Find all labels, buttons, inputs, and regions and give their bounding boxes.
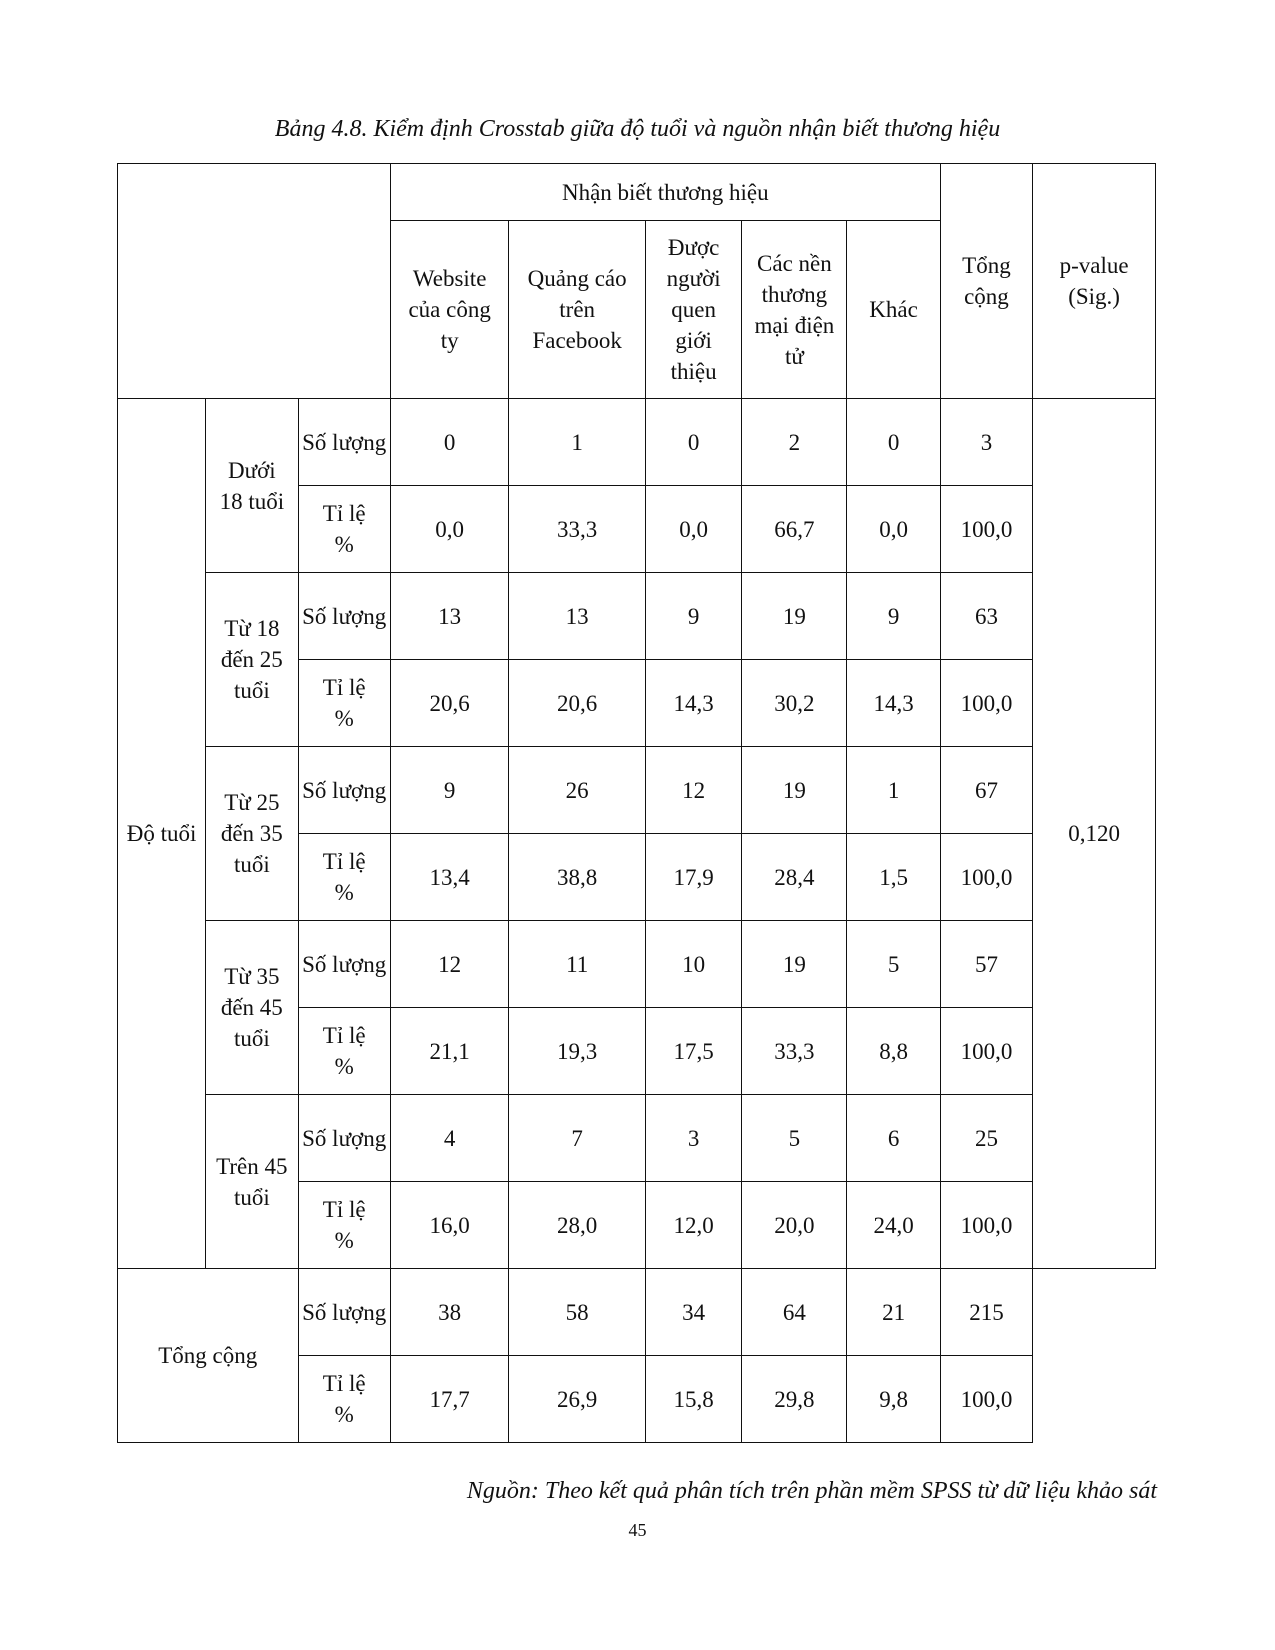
count-label: Số lượng: [298, 573, 390, 660]
count-cell: 19: [742, 921, 847, 1008]
count-cell: 10: [645, 921, 742, 1008]
count-label: Số lượng: [298, 399, 390, 486]
count-cell: 6: [847, 1095, 940, 1182]
total-row-label: Tổng cộng: [118, 1269, 299, 1443]
percent-label: Tỉ lệ %: [298, 1008, 390, 1095]
group-header: Nhận biết thương hiệu: [390, 164, 940, 221]
count-cell: 38: [390, 1269, 509, 1356]
count-cell: 63: [940, 573, 1032, 660]
percent-cell: 0,0: [847, 486, 940, 573]
count-cell: 3: [940, 399, 1032, 486]
percent-cell: 66,7: [742, 486, 847, 573]
count-label: Số lượng: [298, 921, 390, 1008]
count-cell: 0: [847, 399, 940, 486]
count-cell: 64: [742, 1269, 847, 1356]
age-group-label: Trên 45 tuổi: [206, 1095, 298, 1269]
count-cell: 58: [509, 1269, 645, 1356]
percent-cell: 1,5: [847, 834, 940, 921]
percent-cell: 0,0: [390, 486, 509, 573]
percent-cell: 24,0: [847, 1182, 940, 1269]
count-cell: 21: [847, 1269, 940, 1356]
percent-cell: 38,8: [509, 834, 645, 921]
percent-cell: 17,5: [645, 1008, 742, 1095]
percent-cell: 21,1: [390, 1008, 509, 1095]
column-header-facebook: Quảng cáo trên Facebook: [509, 221, 645, 399]
count-label: Số lượng: [298, 1095, 390, 1182]
count-cell: 0: [645, 399, 742, 486]
percent-cell: 100,0: [940, 660, 1032, 747]
percent-cell: 100,0: [940, 486, 1032, 573]
count-cell: 57: [940, 921, 1032, 1008]
percent-label: Tỉ lệ %: [298, 834, 390, 921]
table-row: [118, 573, 1156, 660]
percent-cell: 8,8: [847, 1008, 940, 1095]
percent-label: Tỉ lệ %: [298, 486, 390, 573]
percent-cell: 20,6: [390, 660, 509, 747]
row-group-label: Độ tuổi: [118, 399, 206, 1269]
percent-cell: 19,3: [509, 1008, 645, 1095]
count-cell: 19: [742, 573, 847, 660]
percent-cell: 17,7: [390, 1356, 509, 1443]
count-cell: 19: [742, 747, 847, 834]
page-number: 45: [628, 1520, 647, 1540]
count-cell: 5: [847, 921, 940, 1008]
count-cell: 5: [742, 1095, 847, 1182]
count-cell: 4: [390, 1095, 509, 1182]
count-cell: 1: [509, 399, 645, 486]
count-cell: 12: [645, 747, 742, 834]
age-group-label: Từ 35 đến 45 tuổi: [206, 921, 298, 1095]
count-cell: 26: [509, 747, 645, 834]
percent-cell: 0,0: [645, 486, 742, 573]
percent-label: Tỉ lệ %: [298, 1356, 390, 1443]
corner-cell: [118, 164, 391, 399]
column-header-website: Website của công ty: [390, 221, 509, 399]
count-cell: 9: [390, 747, 509, 834]
column-header-other: Khác: [847, 221, 940, 399]
count-cell: 1: [847, 747, 940, 834]
percent-cell: 100,0: [940, 834, 1032, 921]
table-caption: Bảng 4.8. Kiểm định Crosstab giữa độ tuổi và nguồn nhận biết thương hiệu: [274, 116, 1001, 142]
count-cell: 9: [645, 573, 742, 660]
count-cell: 2: [742, 399, 847, 486]
percent-cell: 14,3: [645, 660, 742, 747]
percent-label: Tỉ lệ %: [298, 1182, 390, 1269]
age-group-label: Dưới 18 tuổi: [206, 399, 298, 573]
total-row: [118, 1269, 1156, 1356]
table-row: [118, 399, 1156, 486]
count-cell: 7: [509, 1095, 645, 1182]
percent-cell: 26,9: [509, 1356, 645, 1443]
count-cell: 13: [509, 573, 645, 660]
count-cell: 13: [390, 573, 509, 660]
column-header-referral: Được người quen giới thiệu: [645, 221, 742, 399]
column-header-ecommerce: Các nền thương mại điện tử: [742, 221, 847, 399]
count-cell: 9: [847, 573, 940, 660]
count-cell: 215: [940, 1269, 1032, 1356]
age-group-label: Từ 25 đến 35 tuổi: [206, 747, 298, 921]
count-cell: 11: [509, 921, 645, 1008]
percent-cell: 30,2: [742, 660, 847, 747]
percent-cell: 33,3: [742, 1008, 847, 1095]
percent-cell: 100,0: [940, 1356, 1032, 1443]
count-label: Số lượng: [298, 1269, 390, 1356]
count-label: Số lượng: [298, 747, 390, 834]
table-row: [118, 921, 1156, 1008]
percent-cell: 33,3: [509, 486, 645, 573]
percent-cell: 29,8: [742, 1356, 847, 1443]
pvalue-header: p-value (Sig.): [1033, 164, 1156, 399]
percent-label: Tỉ lệ %: [298, 660, 390, 747]
count-cell: 67: [940, 747, 1032, 834]
count-cell: 34: [645, 1269, 742, 1356]
percent-cell: 14,3: [847, 660, 940, 747]
percent-cell: 9,8: [847, 1356, 940, 1443]
crosstab-table: [117, 163, 1156, 1443]
percent-cell: 15,8: [645, 1356, 742, 1443]
source-note: Nguồn: Theo kết quả phân tích trên phần mềm SPSS từ dữ liệu khảo sát: [466, 1478, 1157, 1504]
table-row: [118, 747, 1156, 834]
percent-cell: 28,0: [509, 1182, 645, 1269]
percent-cell: 20,0: [742, 1182, 847, 1269]
percent-cell: 100,0: [940, 1008, 1032, 1095]
percent-cell: 13,4: [390, 834, 509, 921]
count-cell: 3: [645, 1095, 742, 1182]
percent-cell: 20,6: [509, 660, 645, 747]
table-body: [118, 399, 1156, 1443]
total-header: Tổng cộng: [940, 164, 1032, 399]
table-row: [118, 1095, 1156, 1182]
percent-cell: 100,0: [940, 1182, 1032, 1269]
count-cell: 25: [940, 1095, 1032, 1182]
percent-cell: 28,4: [742, 834, 847, 921]
percent-cell: 17,9: [645, 834, 742, 921]
age-group-label: Từ 18 đến 25 tuổi: [206, 573, 298, 747]
percent-cell: 12,0: [645, 1182, 742, 1269]
percent-cell: 16,0: [390, 1182, 509, 1269]
pvalue-cell: 0,120: [1033, 399, 1156, 1269]
count-cell: 0: [390, 399, 509, 486]
count-cell: 12: [390, 921, 509, 1008]
